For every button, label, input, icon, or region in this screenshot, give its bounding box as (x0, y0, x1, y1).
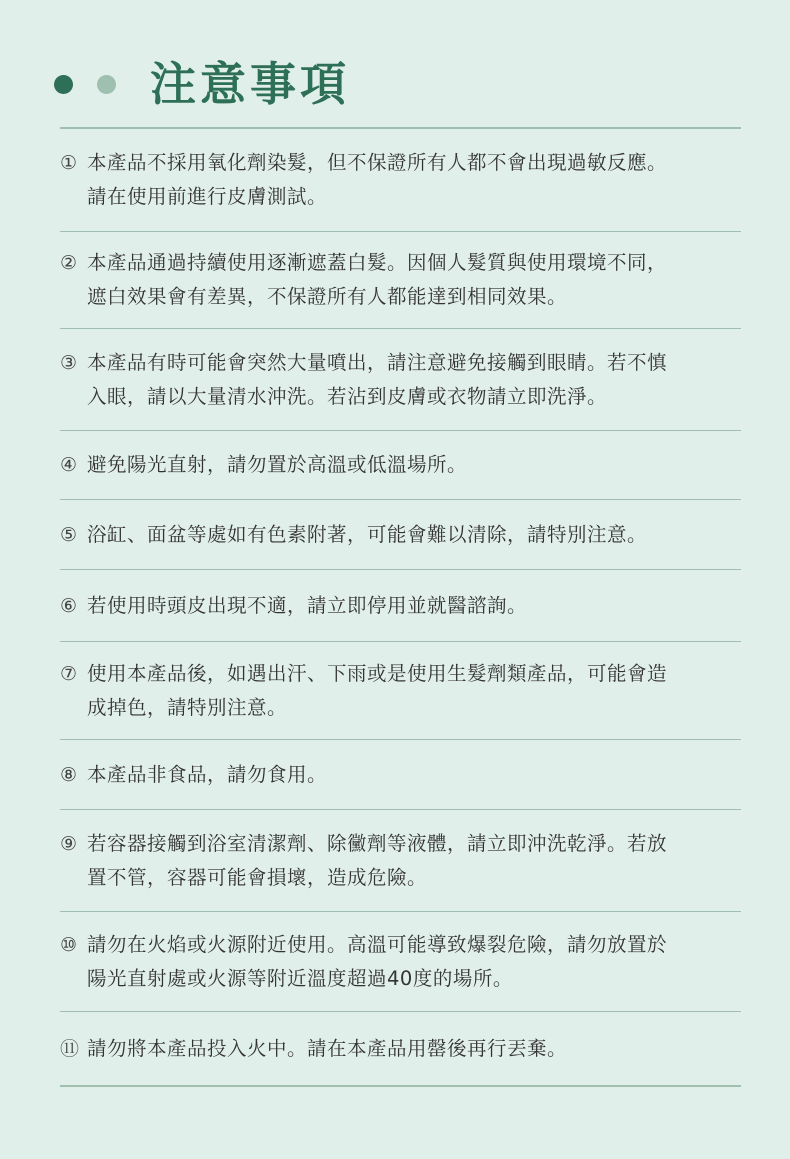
notice-content (60, 758, 327, 792)
dark-dot-icon (54, 75, 73, 94)
item-number: ⑨ (60, 832, 78, 855)
notice-content (60, 1032, 567, 1066)
notice-content (60, 448, 467, 482)
item-number: ⑪ (60, 1037, 80, 1060)
item-number: ⑩ (60, 933, 78, 956)
notice-content (60, 246, 667, 314)
section-header (54, 52, 350, 116)
notice-text: 本產品通過持續使用逐漸遮蓋白髮。因個人髮質與使用環境不同， 遮白效果會有差異，不保證所有人都能達到相同效果。 (87, 251, 668, 308)
notice-text: 本產品不採用氧化劑染髮，但不保證所有人都不會出現過敏反應。 請在使用前進行皮膚測試。 (87, 151, 668, 208)
page-title: 注意事項 (150, 57, 350, 111)
notice-text: 請勿將本產品投入火中。請在本產品用罄後再行丟棄。 (87, 1036, 568, 1060)
notice-item (60, 329, 741, 431)
item-number: ② (60, 252, 78, 274)
notice-content (60, 518, 647, 552)
notice-text: 若使用時頭皮出現不適，請立即停用並就醫諮詢。 (87, 593, 528, 617)
notice-item (60, 642, 741, 740)
notice-item (60, 431, 741, 500)
notice-content (60, 146, 667, 214)
item-number: ⑥ (60, 594, 78, 617)
notice-text: 本產品有時可能會突然大量噴出，請注意避免接觸到眼睛。若不慎 入眼，請以大量清水沖洗。若沾到皮膚或衣物請立即洗淨。 (87, 350, 668, 408)
item-number: ① (60, 152, 78, 174)
notice-list (60, 129, 741, 1087)
notice-item (60, 570, 741, 642)
light-dot-icon (97, 75, 116, 94)
item-number: ④ (60, 454, 78, 476)
notice-item (60, 232, 741, 329)
notice-item (60, 500, 741, 570)
notice-text: 浴缸、面盆等處如有色素附著，可能會難以清除，請特別注意。 (87, 522, 648, 546)
notice-content (60, 928, 667, 996)
notice-item (60, 129, 741, 232)
notice-item (60, 810, 741, 912)
notice-content (60, 589, 527, 623)
notice-text: 若容器接觸到浴室清潔劑、除黴劑等液體，請立即沖洗乾淨。若放 置不管，容器可能會損壞，造成危險。 (87, 831, 668, 889)
item-number: ⑤ (60, 523, 78, 546)
item-number: ③ (60, 351, 78, 374)
notice-text: 請勿在火焰或火源附近使用。高溫可能導致爆裂危險，請勿放置於 陽光直射處或火源等附近溫度超過40度的場所。 (87, 932, 668, 990)
notice-text: 使用本產品後，如遇出汗、下雨或是使用生髮劑類產品，可能會造 成掉色，請特別注意。 (87, 661, 668, 719)
notice-item (60, 740, 741, 810)
notice-text: 本產品非食品，請勿食用。 (87, 762, 328, 786)
notice-text: 避免陽光直射，請勿置於高溫或低溫場所。 (87, 453, 468, 476)
notice-content (60, 346, 667, 414)
item-number: ⑦ (60, 662, 78, 685)
notice-content (60, 827, 667, 895)
notice-item (60, 912, 741, 1012)
item-number: ⑧ (60, 763, 78, 786)
notice-item (60, 1012, 741, 1087)
notice-content (60, 657, 667, 725)
